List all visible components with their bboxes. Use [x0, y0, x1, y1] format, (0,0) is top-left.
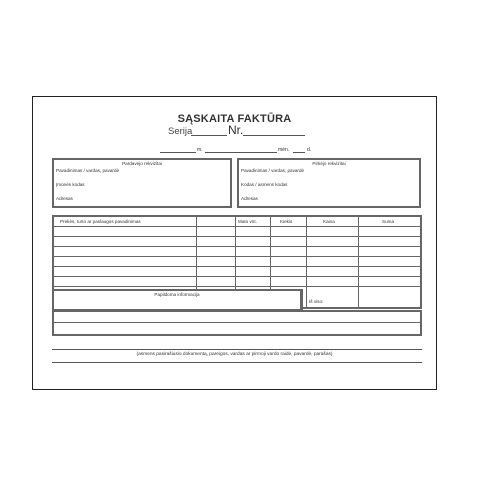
date-year-field[interactable]: [160, 152, 196, 153]
notes-box: [52, 310, 422, 336]
extra-info-heading: Papildoma informacija: [154, 292, 200, 297]
seller-address-label: Adresas: [56, 196, 73, 201]
total-label: Iš viso:: [309, 299, 324, 304]
buyer-box: [237, 158, 421, 208]
extra-info-box: [52, 289, 302, 311]
seller-code-label: Įmonės kodas: [56, 182, 85, 187]
table-col-divider: [358, 217, 359, 307]
seller-name-label: Pavadinimas / vardas, pavardė: [56, 168, 120, 173]
col-header-qty: Kiekis: [280, 219, 293, 224]
buyer-name-label: Pavadinimas / vardas, pavardė: [241, 168, 305, 173]
seller-box: [52, 158, 232, 208]
invoice-title: SĄSKAITA FAKTŪRA: [177, 113, 292, 125]
table-row-line: [54, 286, 420, 287]
seller-heading: Pardavėjo rekvizitai: [122, 161, 162, 166]
table-row-line: [54, 276, 420, 277]
signature-line-top[interactable]: [52, 349, 422, 350]
col-header-unit: Mato vnt.: [238, 219, 257, 224]
series-label: Serija: [168, 126, 193, 137]
table-row-line: [54, 256, 420, 257]
number-label: Nr.: [228, 123, 244, 137]
buyer-address-label: Adresas: [241, 196, 258, 201]
table-row-line: [54, 226, 420, 227]
invoice-sheet: [32, 96, 437, 390]
number-field[interactable]: [243, 135, 305, 136]
notes-line: [54, 322, 420, 323]
step-divider: [301, 289, 303, 311]
buyer-code-label: Kodas / asmens kodas: [241, 182, 288, 187]
date-month-field[interactable]: [205, 152, 277, 153]
table-row-line: [54, 236, 420, 237]
table-row-line: [54, 246, 420, 247]
date-year-suffix: m.: [197, 147, 203, 153]
series-field[interactable]: [191, 135, 227, 136]
date-month-suffix: mėn.: [278, 147, 290, 153]
signature-line-bottom[interactable]: [52, 362, 422, 363]
col-header-price: Kaina: [323, 219, 335, 224]
col-header-name: Prekės, turto ar paslaugos pavadinimas: [60, 219, 141, 224]
signature-caption: (asmens pasirašiusio dokumentą, pareigos, vardas ar pirmoji vardo raidė, pavardė, parašas): [136, 352, 333, 357]
table-row-line: [54, 266, 420, 267]
buyer-heading: Pirkėjo rekvizitai: [312, 161, 346, 166]
date-day-field[interactable]: [293, 152, 305, 153]
date-day-suffix: d.: [307, 147, 312, 153]
col-header-sum: Suma: [382, 219, 395, 224]
table-col-divider: [306, 217, 307, 307]
